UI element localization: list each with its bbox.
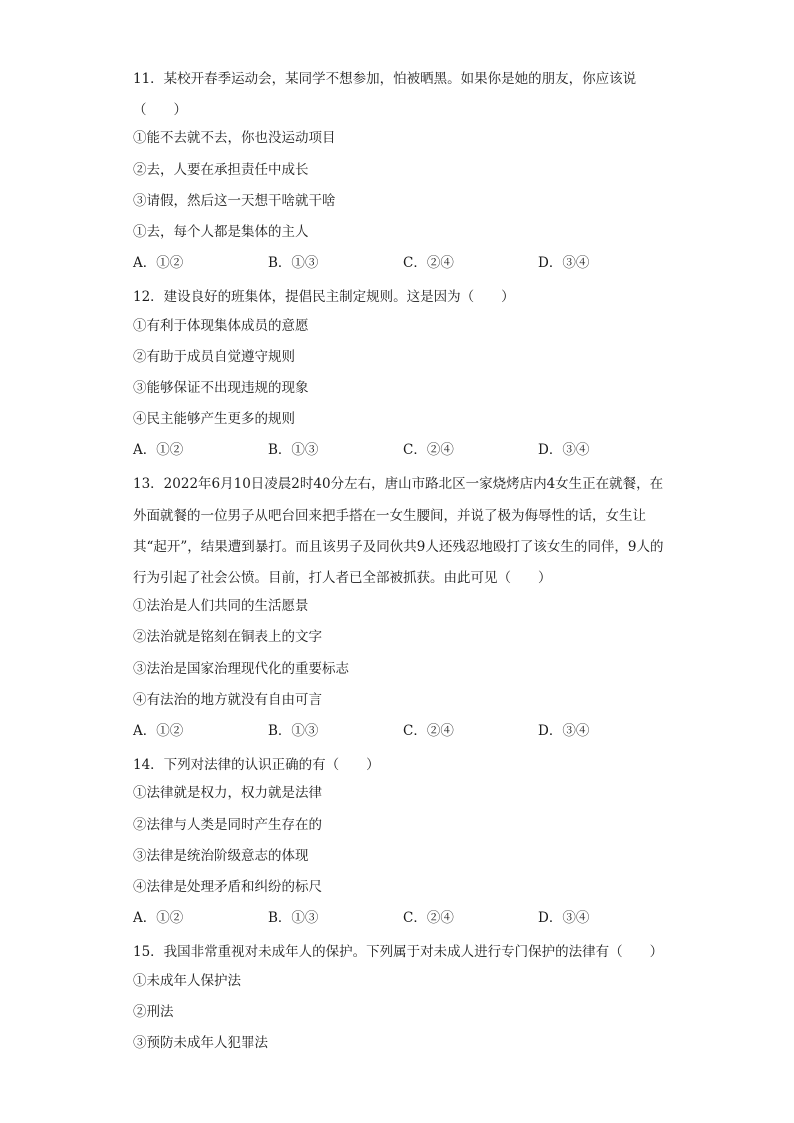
question-stem: 12．建设良好的班集体，提倡民主制定规则。这是因为（ ） [133,289,515,306]
answer-choices [133,906,673,937]
choice-d[interactable]: D．③④ [538,723,590,740]
question-14 [133,750,673,937]
choice-b[interactable]: B．①③ [268,255,319,272]
choice-b[interactable]: B．①③ [268,442,319,459]
option-line: ③法治是国家治理现代化的重要标志 [133,660,349,677]
choice-a[interactable]: A．①② [133,442,184,459]
option-line: ③能够保证不出现违规的现象 [133,379,309,396]
choice-c[interactable]: C．②④ [403,910,454,927]
question-stem: 14．下列对法律的认识正确的有（ ） [133,757,380,774]
answer-choices [133,438,673,469]
choice-b[interactable]: B．①③ [268,723,319,740]
option-line: ①未成年人保护法 [133,972,241,989]
option-line: ①有利于体现集体成员的意愿 [133,317,309,334]
option-line: ①能不去就不去，你也没运动项目 [133,130,336,147]
choice-c[interactable]: C．②④ [403,442,454,459]
choice-c[interactable]: C．②④ [403,723,454,740]
option-line: ①法律就是权力，权力就是法律 [133,785,322,802]
option-line: ③法律是统治阶级意志的体现 [133,847,309,864]
option-line: ②去，人要在承担责任中成长 [133,161,309,178]
question-list [133,64,673,1062]
question-13 [133,469,673,750]
question-stem: 11．某校开春季运动会，某同学不想参加，怕被晒黑。如果你是她的朋友，你应该说（ ） [133,71,637,119]
option-line: ③请假，然后这一天想干啥就干啥 [133,192,336,209]
answer-choices [133,719,673,750]
answer-choices [133,251,673,282]
choice-d[interactable]: D．③④ [538,910,590,927]
option-line: ①去，每个人都是集体的主人 [133,223,309,240]
question-11 [133,64,673,282]
question-stem: 15．我国非常重视对未成年人的保护。下列属于对未成人进行专门保护的法律有（ ） [133,944,664,961]
question-15 [133,937,673,1062]
option-line: ②法治就是铭刻在铜表上的文字 [133,629,322,646]
option-line: ③预防未成年人犯罪法 [133,1034,268,1051]
option-line: ②法律与人类是同时产生存在的 [133,816,322,833]
choice-b[interactable]: B．①③ [268,910,319,927]
option-line: ④民主能够产生更多的规则 [133,411,295,428]
option-line: ④有法治的地方就没有自由可言 [133,691,322,708]
choice-a[interactable]: A．①② [133,255,184,272]
choice-a[interactable]: A．①② [133,723,184,740]
question-stem: 13．2022年6月10日凌晨2时40分左右，唐山市路北区一家烧烤店内4女生正在就餐，在外面就餐的一位男子从吧台回来把手搭在一女生腰间，并说了极为侮辱性的话，女生让其“起开”，结果遭到暴打。而且该男子及同伙共9人还残忍地殴打了该女生的同伴，9人的行为引起了社会公愤。目前，打人者已全部被抓获。由此可见（ ） [133,476,664,587]
choice-d[interactable]: D．③④ [538,442,590,459]
choice-a[interactable]: A．①② [133,910,184,927]
question-12 [133,282,673,469]
option-line: ④法律是处理矛盾和纠纷的标尺 [133,879,322,895]
choice-d[interactable]: D．③④ [538,255,590,272]
option-line: ②刑法 [133,1003,174,1020]
option-line: ①法治是人们共同的生活愿景 [133,598,309,615]
choice-c[interactable]: C．②④ [403,255,454,272]
option-line: ②有助于成员自觉遵守规则 [133,348,295,365]
